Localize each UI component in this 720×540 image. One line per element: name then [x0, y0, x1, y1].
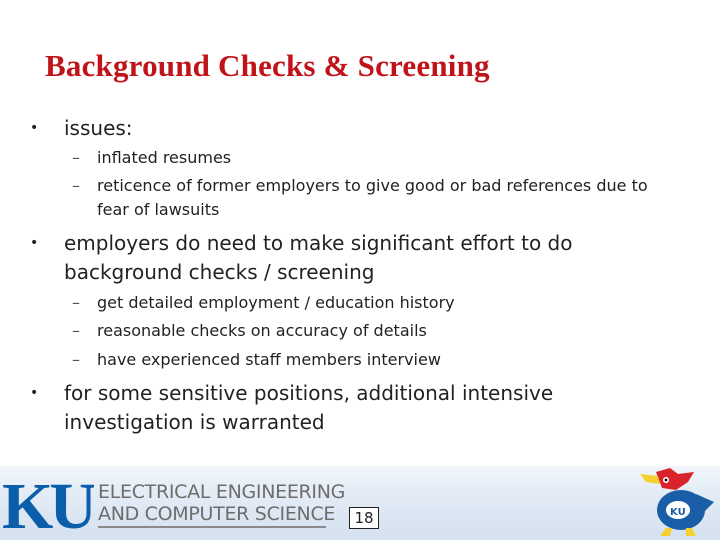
department-line-2: AND COMPUTER SCIENCE: [98, 503, 336, 525]
bullet-text: for some sensitive positions, additional intensive investigation is warranted: [64, 381, 554, 434]
bullet-dot-icon: •: [30, 385, 39, 401]
slide-title: Background Checks & Screening: [45, 48, 490, 83]
bullet-text: issues:: [64, 116, 133, 140]
bullet-text: employers do need to make significant effort to do background checks / screening: [64, 231, 573, 284]
dash-icon: –: [72, 176, 80, 195]
department-underline: [98, 526, 326, 528]
dash-icon: –: [72, 321, 80, 340]
jayhawk-mascot-icon: [636, 466, 718, 538]
department-line-1: ELECTRICAL ENGINEERING: [98, 481, 346, 503]
dash-icon: –: [72, 293, 80, 312]
dash-icon: –: [72, 148, 80, 167]
department-name: [98, 481, 345, 525]
ku-logo-text: KU: [2, 474, 93, 536]
sub-bullet-text: inflated resumes: [97, 148, 232, 167]
sub-bullet-text: get detailed employment / education history: [97, 293, 455, 312]
jayhawk-chest-text: KU: [670, 507, 686, 518]
sub-bullet-text: have experienced staff members interview: [97, 350, 441, 369]
dash-icon: –: [72, 350, 80, 369]
page-number: 18: [349, 507, 379, 529]
sub-bullet-text: reticence of former employers to give good or bad references due to fear of lawsuits: [97, 176, 648, 219]
sub-bullet-text: reasonable checks on accuracy of details: [97, 321, 427, 340]
bullet-dot-icon: •: [30, 235, 39, 251]
ku-logo: [2, 474, 94, 536]
bullet-dot-icon: •: [30, 120, 39, 136]
